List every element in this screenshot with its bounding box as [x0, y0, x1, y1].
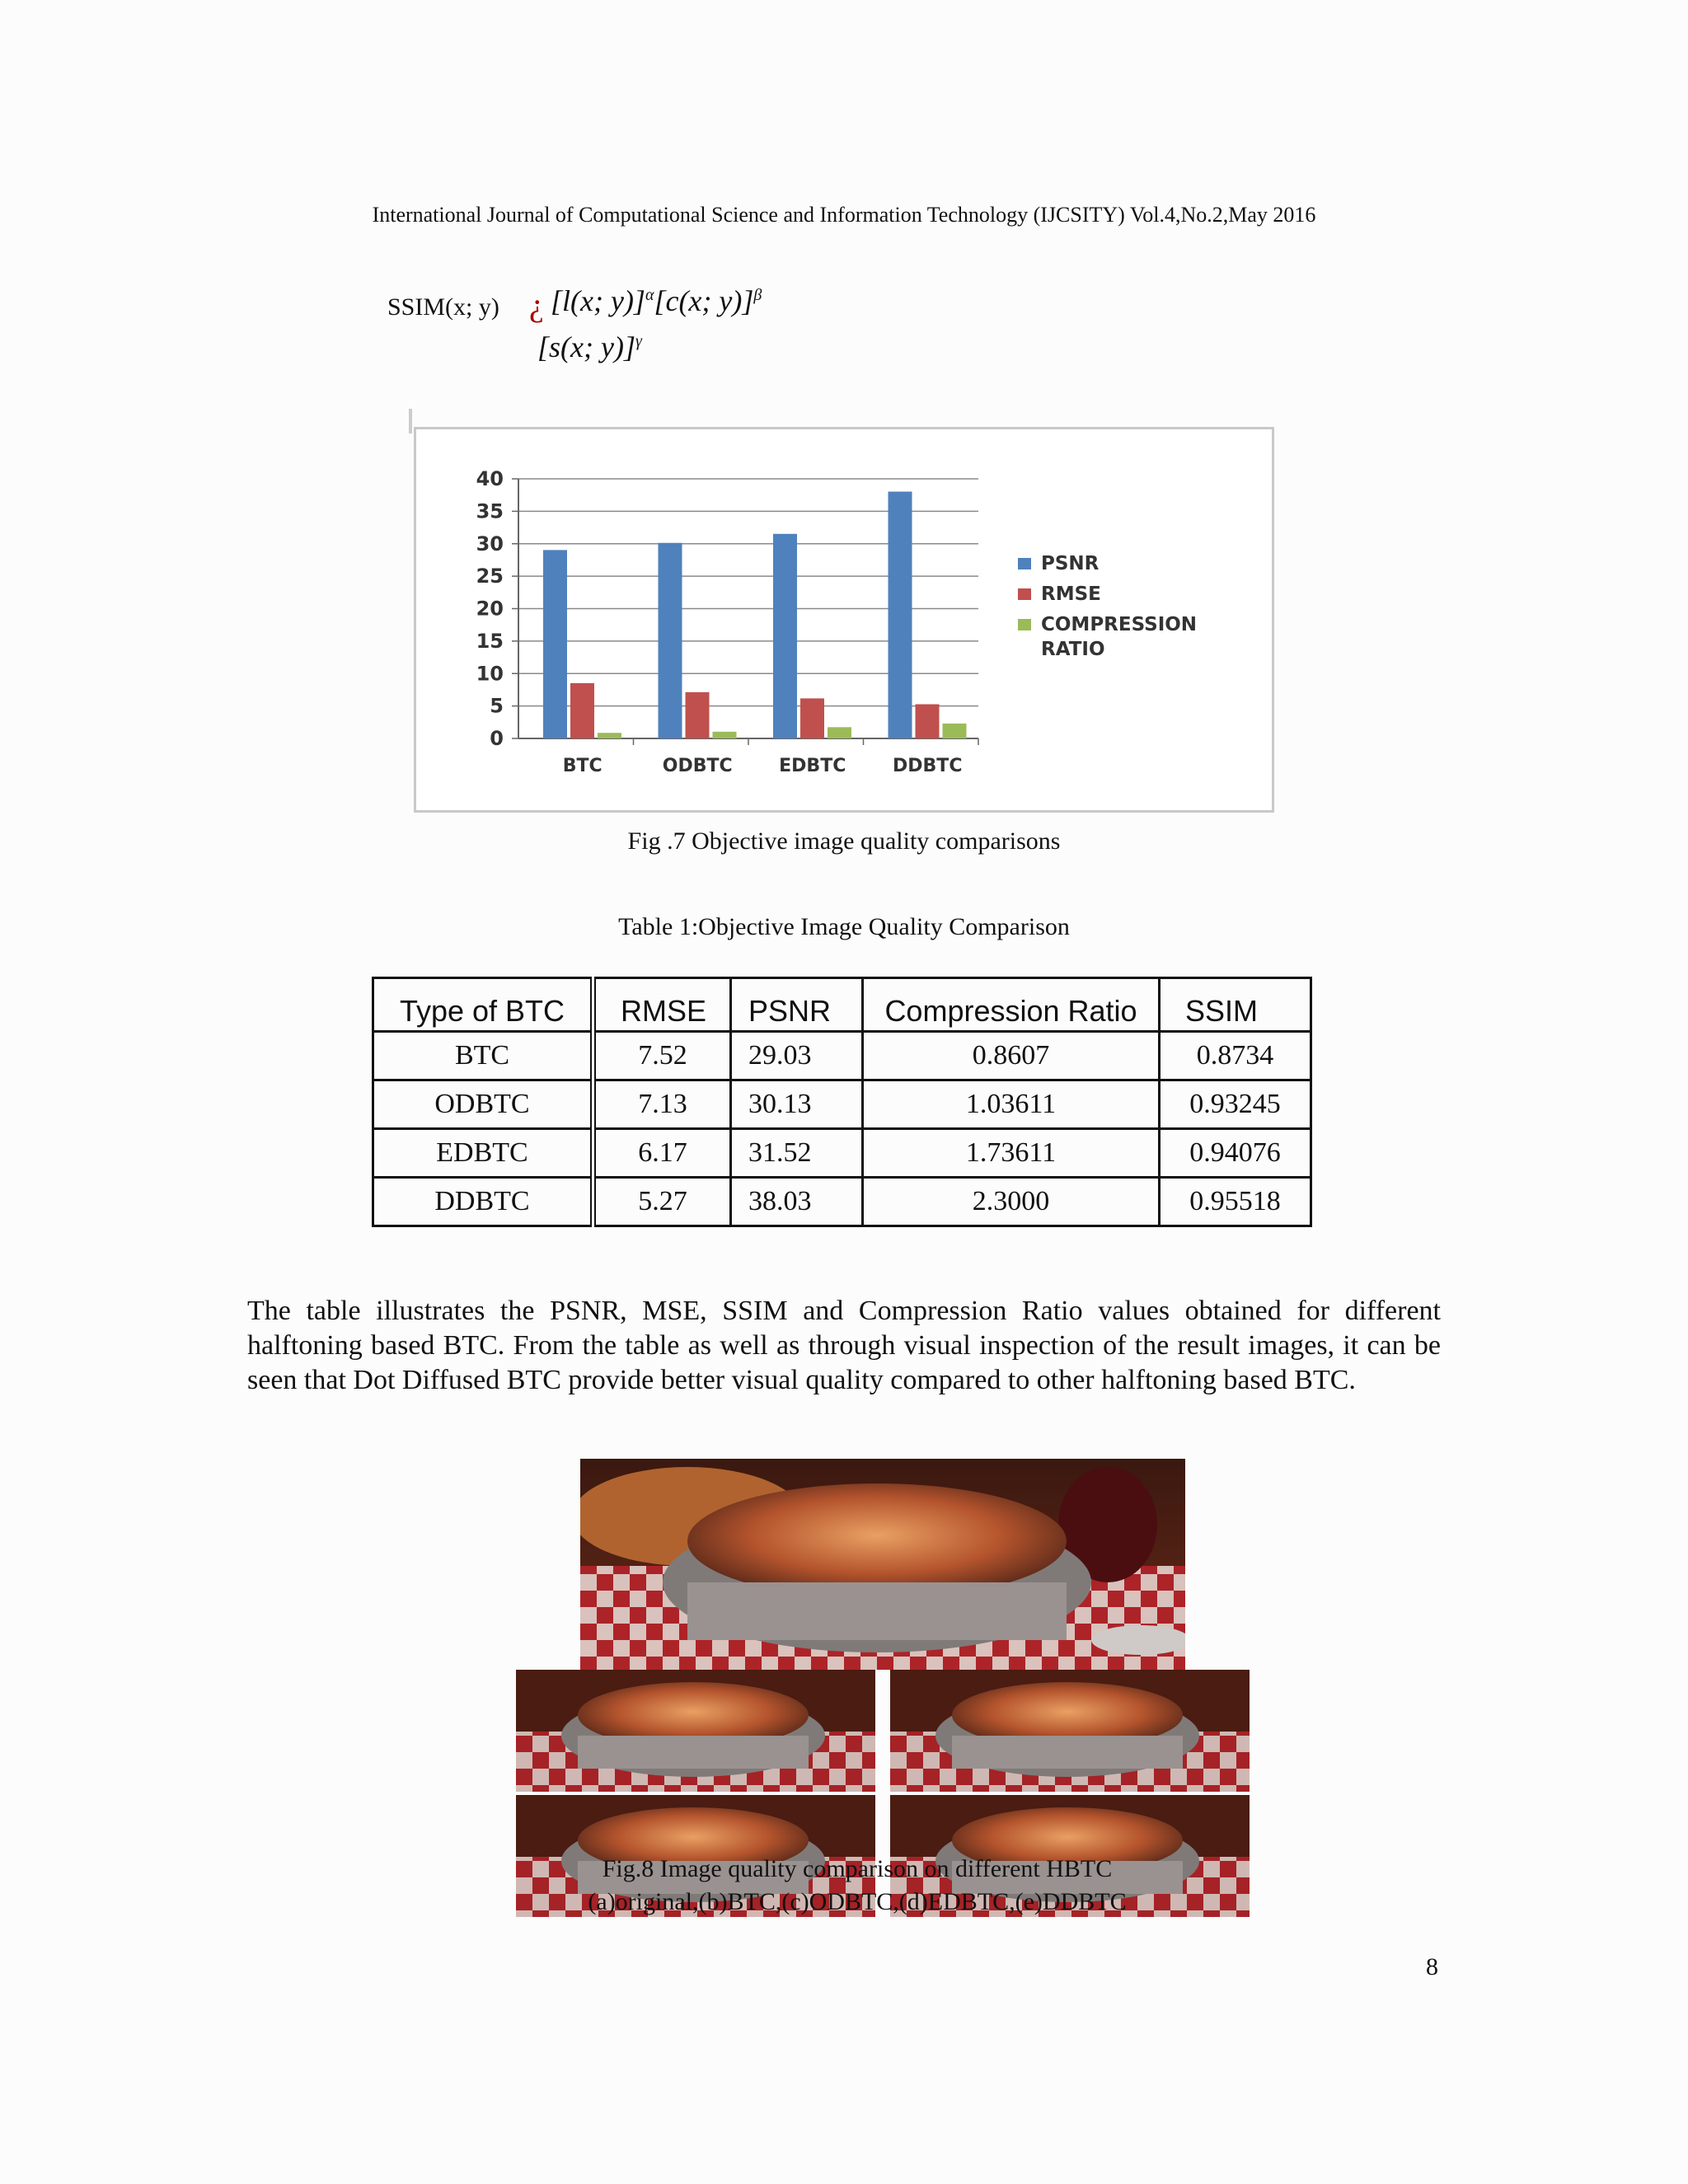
table-cell: EDBTC	[373, 1129, 593, 1178]
table-header-row	[373, 978, 1311, 1032]
y-tick-label: 25	[476, 565, 504, 588]
table-cell: 38.03	[731, 1178, 863, 1226]
table-cell: 31.52	[731, 1129, 863, 1178]
y-tick-label: 35	[476, 499, 504, 523]
legend-label-continued: RATIO	[1041, 639, 1105, 660]
table-header-cell: RMSE	[593, 978, 731, 1032]
equation-gamma: γ	[635, 332, 642, 350]
table-cell: 1.73611	[863, 1129, 1160, 1178]
original-food-photo	[580, 1459, 1185, 1670]
table-cell: 0.93245	[1160, 1080, 1311, 1129]
table-cell: 7.52	[593, 1032, 731, 1080]
y-tick-label: 30	[476, 532, 504, 555]
y-tick-label: 15	[476, 629, 504, 653]
table-row	[373, 1178, 1311, 1226]
equation-label: SSIM(x; y)	[387, 293, 499, 321]
bar-chart	[416, 429, 1272, 810]
results-table-wrapper	[372, 977, 1312, 1227]
bar-compression-ratio	[943, 724, 967, 738]
legend-label: PSNR	[1041, 553, 1100, 574]
equation-glyph: ¿	[529, 286, 544, 323]
legend-swatch	[1018, 588, 1031, 600]
bar-psnr	[773, 534, 797, 738]
y-tick-label: 0	[490, 727, 504, 750]
x-tick-label: DDBTC	[893, 756, 963, 776]
bar-compression-ratio	[828, 727, 851, 738]
bar-compression-ratio	[598, 733, 621, 738]
y-tick-label: 5	[490, 694, 504, 718]
table-row	[373, 1080, 1311, 1129]
bar-compression-ratio	[713, 732, 737, 738]
table-cell: 29.03	[731, 1032, 863, 1080]
chart-frame-corner-mark	[409, 409, 412, 434]
table-cell: DDBTC	[373, 1178, 593, 1226]
figure-8-caption-line-1: Fig.8 Image quality comparison on different HBTC	[602, 1855, 1113, 1882]
legend-label: RMSE	[1041, 583, 1101, 605]
running-header: International Journal of Computational Science and Information Technology (IJCSITY) Vol.4,No.2,May 2016	[372, 203, 1316, 227]
equation-alpha: α	[645, 286, 654, 304]
bar-rmse	[800, 698, 824, 738]
table-header-cell: PSNR	[731, 978, 863, 1032]
table-cell: 7.13	[593, 1080, 731, 1129]
equation-structure-term: [s(x; y)]	[537, 330, 635, 363]
equation-beta: β	[753, 286, 762, 304]
table-cell: ODBTC	[373, 1080, 593, 1129]
btc-result-photo	[516, 1670, 875, 1792]
x-tick-label: BTC	[562, 756, 603, 776]
results-table	[372, 977, 1312, 1227]
figure-8-caption-line-2: (a)original,(b)BTC,(c)ODBTC,(d)EDBTC,(e)DDBTC	[588, 1888, 1127, 1915]
table-cell: 0.8607	[863, 1032, 1160, 1080]
bar-psnr	[659, 543, 682, 738]
legend-swatch	[1018, 619, 1031, 630]
table-cell: 0.8734	[1160, 1032, 1311, 1080]
table-header-cell: SSIM	[1160, 978, 1311, 1032]
table-cell: 5.27	[593, 1178, 731, 1226]
table-1-caption: Table 1:Objective Image Quality Comparison	[618, 913, 1070, 940]
table-header-cell: Compression Ratio	[863, 978, 1160, 1032]
y-tick-label: 10	[476, 662, 504, 686]
table-cell: 1.03611	[863, 1080, 1160, 1129]
table-cell: 2.3000	[863, 1178, 1160, 1226]
chart-frame	[414, 427, 1274, 813]
x-tick-label: EDBTC	[779, 756, 846, 776]
bar-rmse	[570, 683, 594, 738]
legend-swatch	[1018, 558, 1031, 569]
bar-psnr	[889, 492, 912, 738]
figure-8-caption	[495, 1853, 1220, 1919]
legend-label: COMPRESSION	[1041, 614, 1198, 635]
equation-luminance-term: [l(x; y)]	[551, 284, 645, 317]
page-number: 8	[1426, 1953, 1438, 1980]
table-header-cell: Type of BTC	[373, 978, 593, 1032]
y-tick-label: 40	[476, 467, 504, 490]
bar-rmse	[686, 692, 710, 738]
bar-rmse	[916, 704, 940, 738]
equation-line-1	[551, 284, 762, 318]
table-cell: BTC	[373, 1032, 593, 1080]
odbtc-result-photo	[890, 1670, 1250, 1792]
table-cell: 6.17	[593, 1129, 731, 1178]
table-row	[373, 1032, 1311, 1080]
body-paragraph: The table illustrates the PSNR, MSE, SSIM and Compression Ratio values obtained for different halftoning based BTC. From the table as well as through visual inspection of the result images, it can be seen that Dot Diffused BTC provide better visual quality compared to other halftoning based BTC.	[247, 1296, 1441, 1395]
bar-psnr	[543, 550, 567, 738]
table-cell: 0.95518	[1160, 1178, 1311, 1226]
figure-7-caption: Fig .7 Objective image quality comparisons	[627, 827, 1061, 855]
table-cell: 0.94076	[1160, 1129, 1311, 1178]
x-tick-label: ODBTC	[662, 756, 733, 776]
table-row	[373, 1129, 1311, 1178]
table-cell: 30.13	[731, 1080, 863, 1129]
y-tick-label: 20	[476, 597, 504, 621]
equation-contrast-term: [c(x; y)]	[654, 284, 754, 317]
equation-line-2	[537, 330, 642, 364]
